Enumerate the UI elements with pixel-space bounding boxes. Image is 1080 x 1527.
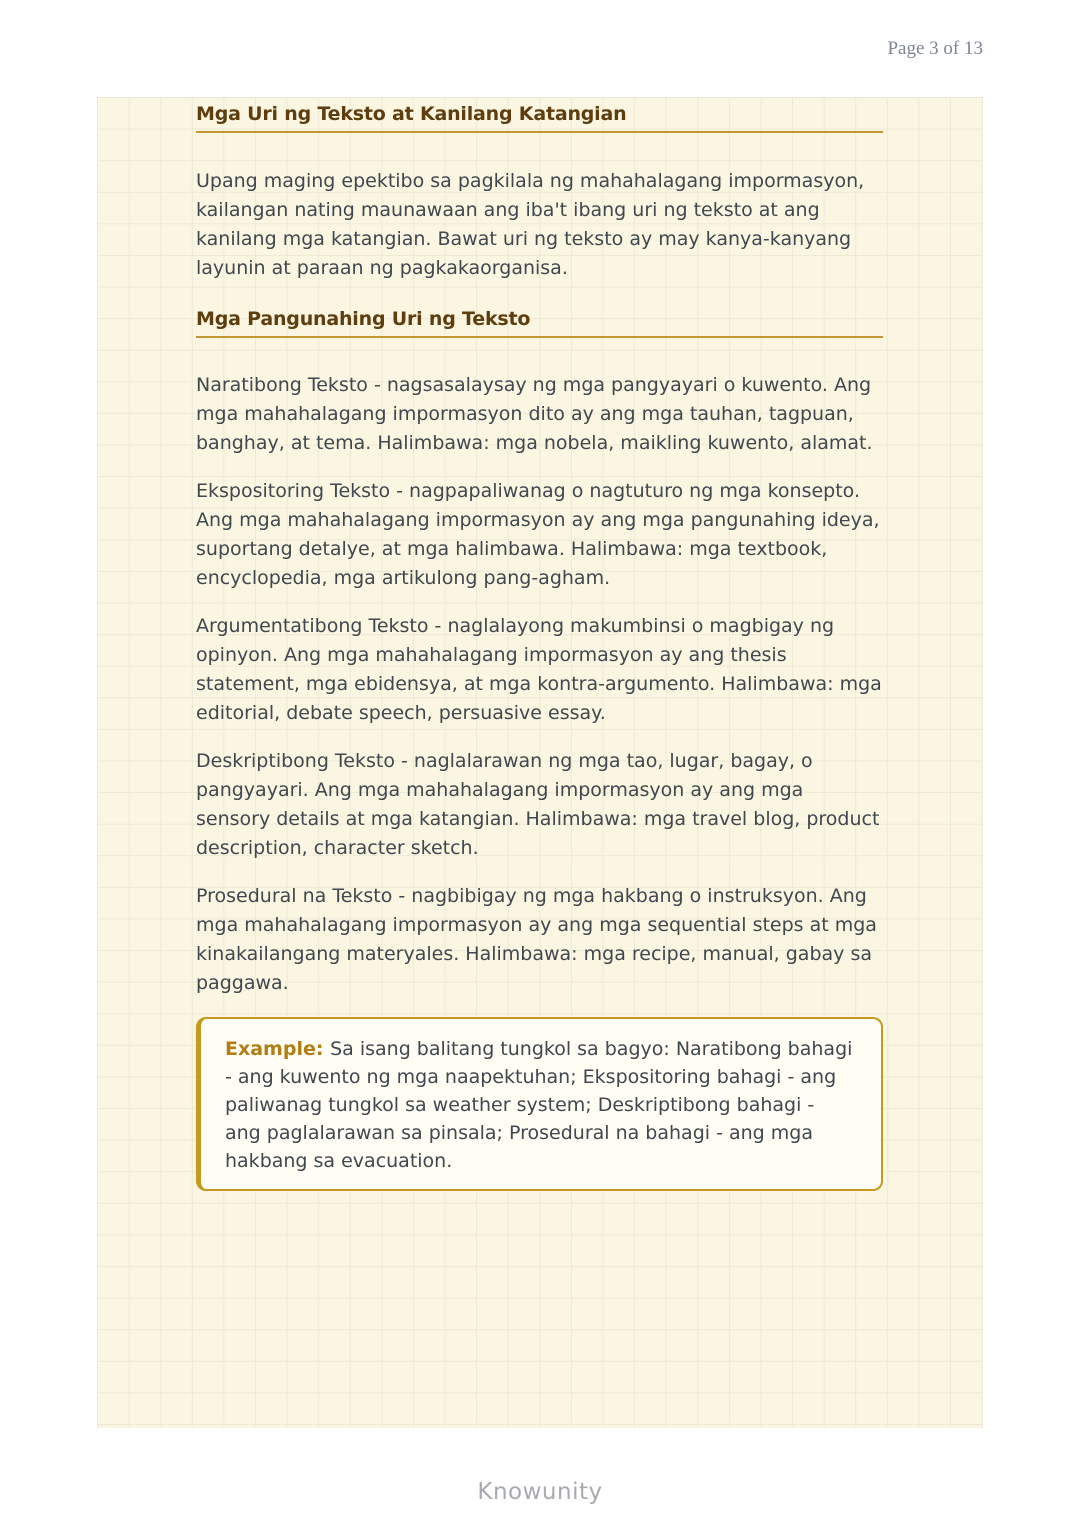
example-box xyxy=(196,1017,883,1191)
page-indicator: Page 3 of 13 xyxy=(887,38,983,59)
footer-brand: Knowunity xyxy=(477,1479,603,1505)
example-text: Sa isang balitang tungkol sa bagyo: Naratibong bahagi - ang kuwento ng mga naapektuhan; Ekspositoring bahagi - ang paliwanag tungkol sa weather system; Deskriptibong bahagi - ang paglalarawan sa pinsala; Prosedural na bahagi - ang mga hakbang sa evacuation. xyxy=(225,1038,853,1172)
example-paragraph xyxy=(225,1035,855,1175)
section-heading-pangunahing-uri: Mga Pangunahing Uri ng Teksto xyxy=(196,307,883,338)
paragraph-argumentatibong-teksto: Argumentatibong Teksto - naglalayong makumbinsi o magbigay ng opinyon. Ang mga mahahalagang impormasyon ay ang thesis statement, mga ebidensya, at mga kontra-argumento. Halimbawa: mga editorial, debate speech, persuasive essay. xyxy=(196,615,882,724)
intro-paragraph: Upang maging epektibo sa pagkilala ng mahahalagang impormasyon, kailangan nating maunawaan ang iba't ibang uri ng teksto at ang kanilang mga katangian. Bawat uri ng teksto ay may kanya-kanyang layunin at paraan ng pagkakaorganisa. xyxy=(196,170,865,279)
notebook-sheet xyxy=(97,97,983,1428)
paragraph-naratibong-teksto: Naratibong Teksto - nagsasalaysay ng mga pangyayari o kuwento. Ang mga mahahalagang impormasyon dito ay ang mga tauhan, tagpuan, banghay, at tema. Halimbawa: mga nobela, maikling kuwento, alamat. xyxy=(196,374,873,454)
paragraph-ekspositoring-teksto: Ekspositoring Teksto - nagpapaliwanag o nagtuturo ng mga konsepto. Ang mga mahahalagang impormasyon ay ang mga pangunahing ideya, suportang detalye, at mga halimbawa. Halimbawa: mga textbook, encyclopedia, mga artikulong pang-agham. xyxy=(196,480,880,589)
paragraph-deskriptibong-teksto: Deskriptibong Teksto - naglalarawan ng mga tao, lugar, bagay, o pangyayari. Ang mga mahahalagang impormasyon ay ang mga sensory details at mga katangian. Halimbawa: mga travel blog, product description, character sketch. xyxy=(196,750,880,859)
paragraph-prosedural-na-teksto: Prosedural na Teksto - nagbibigay ng mga hakbang o instruksyon. Ang mga mahahalagang impormasyon ay ang mga sequential steps at mga kinakailangang materyales. Halimbawa: mga recipe, manual, gabay sa paggawa. xyxy=(196,885,877,994)
section-heading-uri-ng-teksto: Mga Uri ng Teksto at Kanilang Katangian xyxy=(196,102,883,133)
content-column xyxy=(97,97,983,1191)
example-label: Example: xyxy=(225,1038,324,1060)
